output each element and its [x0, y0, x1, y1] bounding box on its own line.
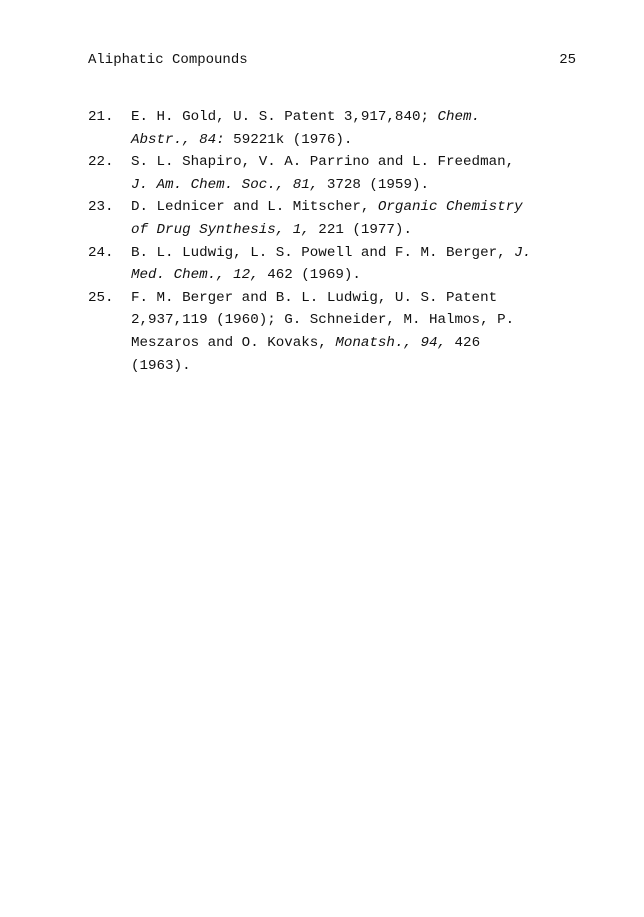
reference-line — [131, 106, 588, 129]
text-segment — [284, 177, 293, 193]
reference-text — [131, 287, 588, 377]
text-segment: S. L. Shapiro, V. A. Parrino and L. Freedman, — [131, 154, 515, 171]
reference-line — [131, 174, 588, 197]
text-segment: 221 (1977). — [309, 221, 412, 238]
reference-line — [131, 129, 588, 152]
italic-segment: J. Am. Chem. Soc., — [131, 176, 285, 193]
text-segment: 2,937,119 (1960); G. Schneider, M. Halmos, P. — [131, 312, 515, 329]
reference-line — [131, 196, 588, 219]
reference-text — [131, 151, 588, 196]
text-segment — [284, 222, 293, 238]
italic-segment: 12, — [233, 267, 259, 284]
italic-segment: 1, — [292, 221, 310, 238]
reference-line — [131, 264, 588, 287]
reference-text — [131, 106, 588, 151]
text-segment: 426 — [446, 334, 481, 351]
italic-segment: Organic Chemistry — [377, 199, 523, 216]
reference-line — [131, 332, 588, 355]
italic-segment: Chem. — [437, 109, 481, 125]
running-head-title: Aliphatic Compounds — [88, 52, 248, 68]
italic-segment: 81, — [292, 176, 319, 193]
reference-line — [131, 309, 588, 332]
reference-line — [131, 355, 588, 378]
text-segment: (1963). — [131, 357, 191, 374]
reference-line — [131, 287, 588, 310]
reference-entry — [88, 151, 588, 196]
reference-entry — [88, 106, 588, 151]
text-segment: D. Lednicer and L. Mitscher, — [131, 199, 378, 216]
text-segment: 3728 (1959). — [318, 176, 429, 193]
reference-entry — [88, 196, 588, 241]
text-segment: 462 (1969). — [258, 267, 361, 284]
italic-segment: 94, — [420, 334, 447, 351]
text-segment: Meszaros and O. Kovaks, — [131, 334, 336, 351]
text-segment: F. M. Berger and B. L. Ludwig, U. S. Patent — [131, 289, 498, 306]
italic-segment: Monatsh., — [335, 334, 412, 351]
reference-text — [131, 242, 588, 287]
italic-segment: J. — [514, 244, 532, 261]
reference-list — [88, 106, 588, 377]
reference-line — [131, 242, 588, 265]
reference-number: 24. — [88, 244, 114, 261]
reference-line — [131, 151, 588, 174]
text-segment — [225, 267, 234, 283]
page-number: 25 — [559, 52, 576, 68]
text-segment — [191, 132, 200, 148]
reference-text — [131, 196, 588, 241]
italic-segment: of Drug Synthesis, — [131, 221, 285, 238]
text-segment: B. L. Ludwig, L. S. Powell and F. M. Berger, — [131, 244, 515, 261]
reference-number: 23. — [88, 199, 114, 216]
italic-segment: 84: — [199, 131, 225, 148]
reference-number: 25. — [88, 289, 114, 306]
reference-line — [131, 219, 588, 242]
reference-entry — [88, 287, 588, 377]
italic-segment: Med. Chem., — [131, 267, 225, 284]
italic-segment: Abstr., — [131, 131, 191, 148]
reference-number: 21. — [88, 109, 114, 125]
reference-number: 22. — [88, 154, 114, 171]
running-head — [88, 52, 576, 69]
text-segment: E. H. Gold, U. S. Patent 3,917,840; — [131, 109, 438, 125]
text-segment: 59221k (1976). — [224, 131, 353, 148]
reference-entry — [88, 242, 588, 287]
